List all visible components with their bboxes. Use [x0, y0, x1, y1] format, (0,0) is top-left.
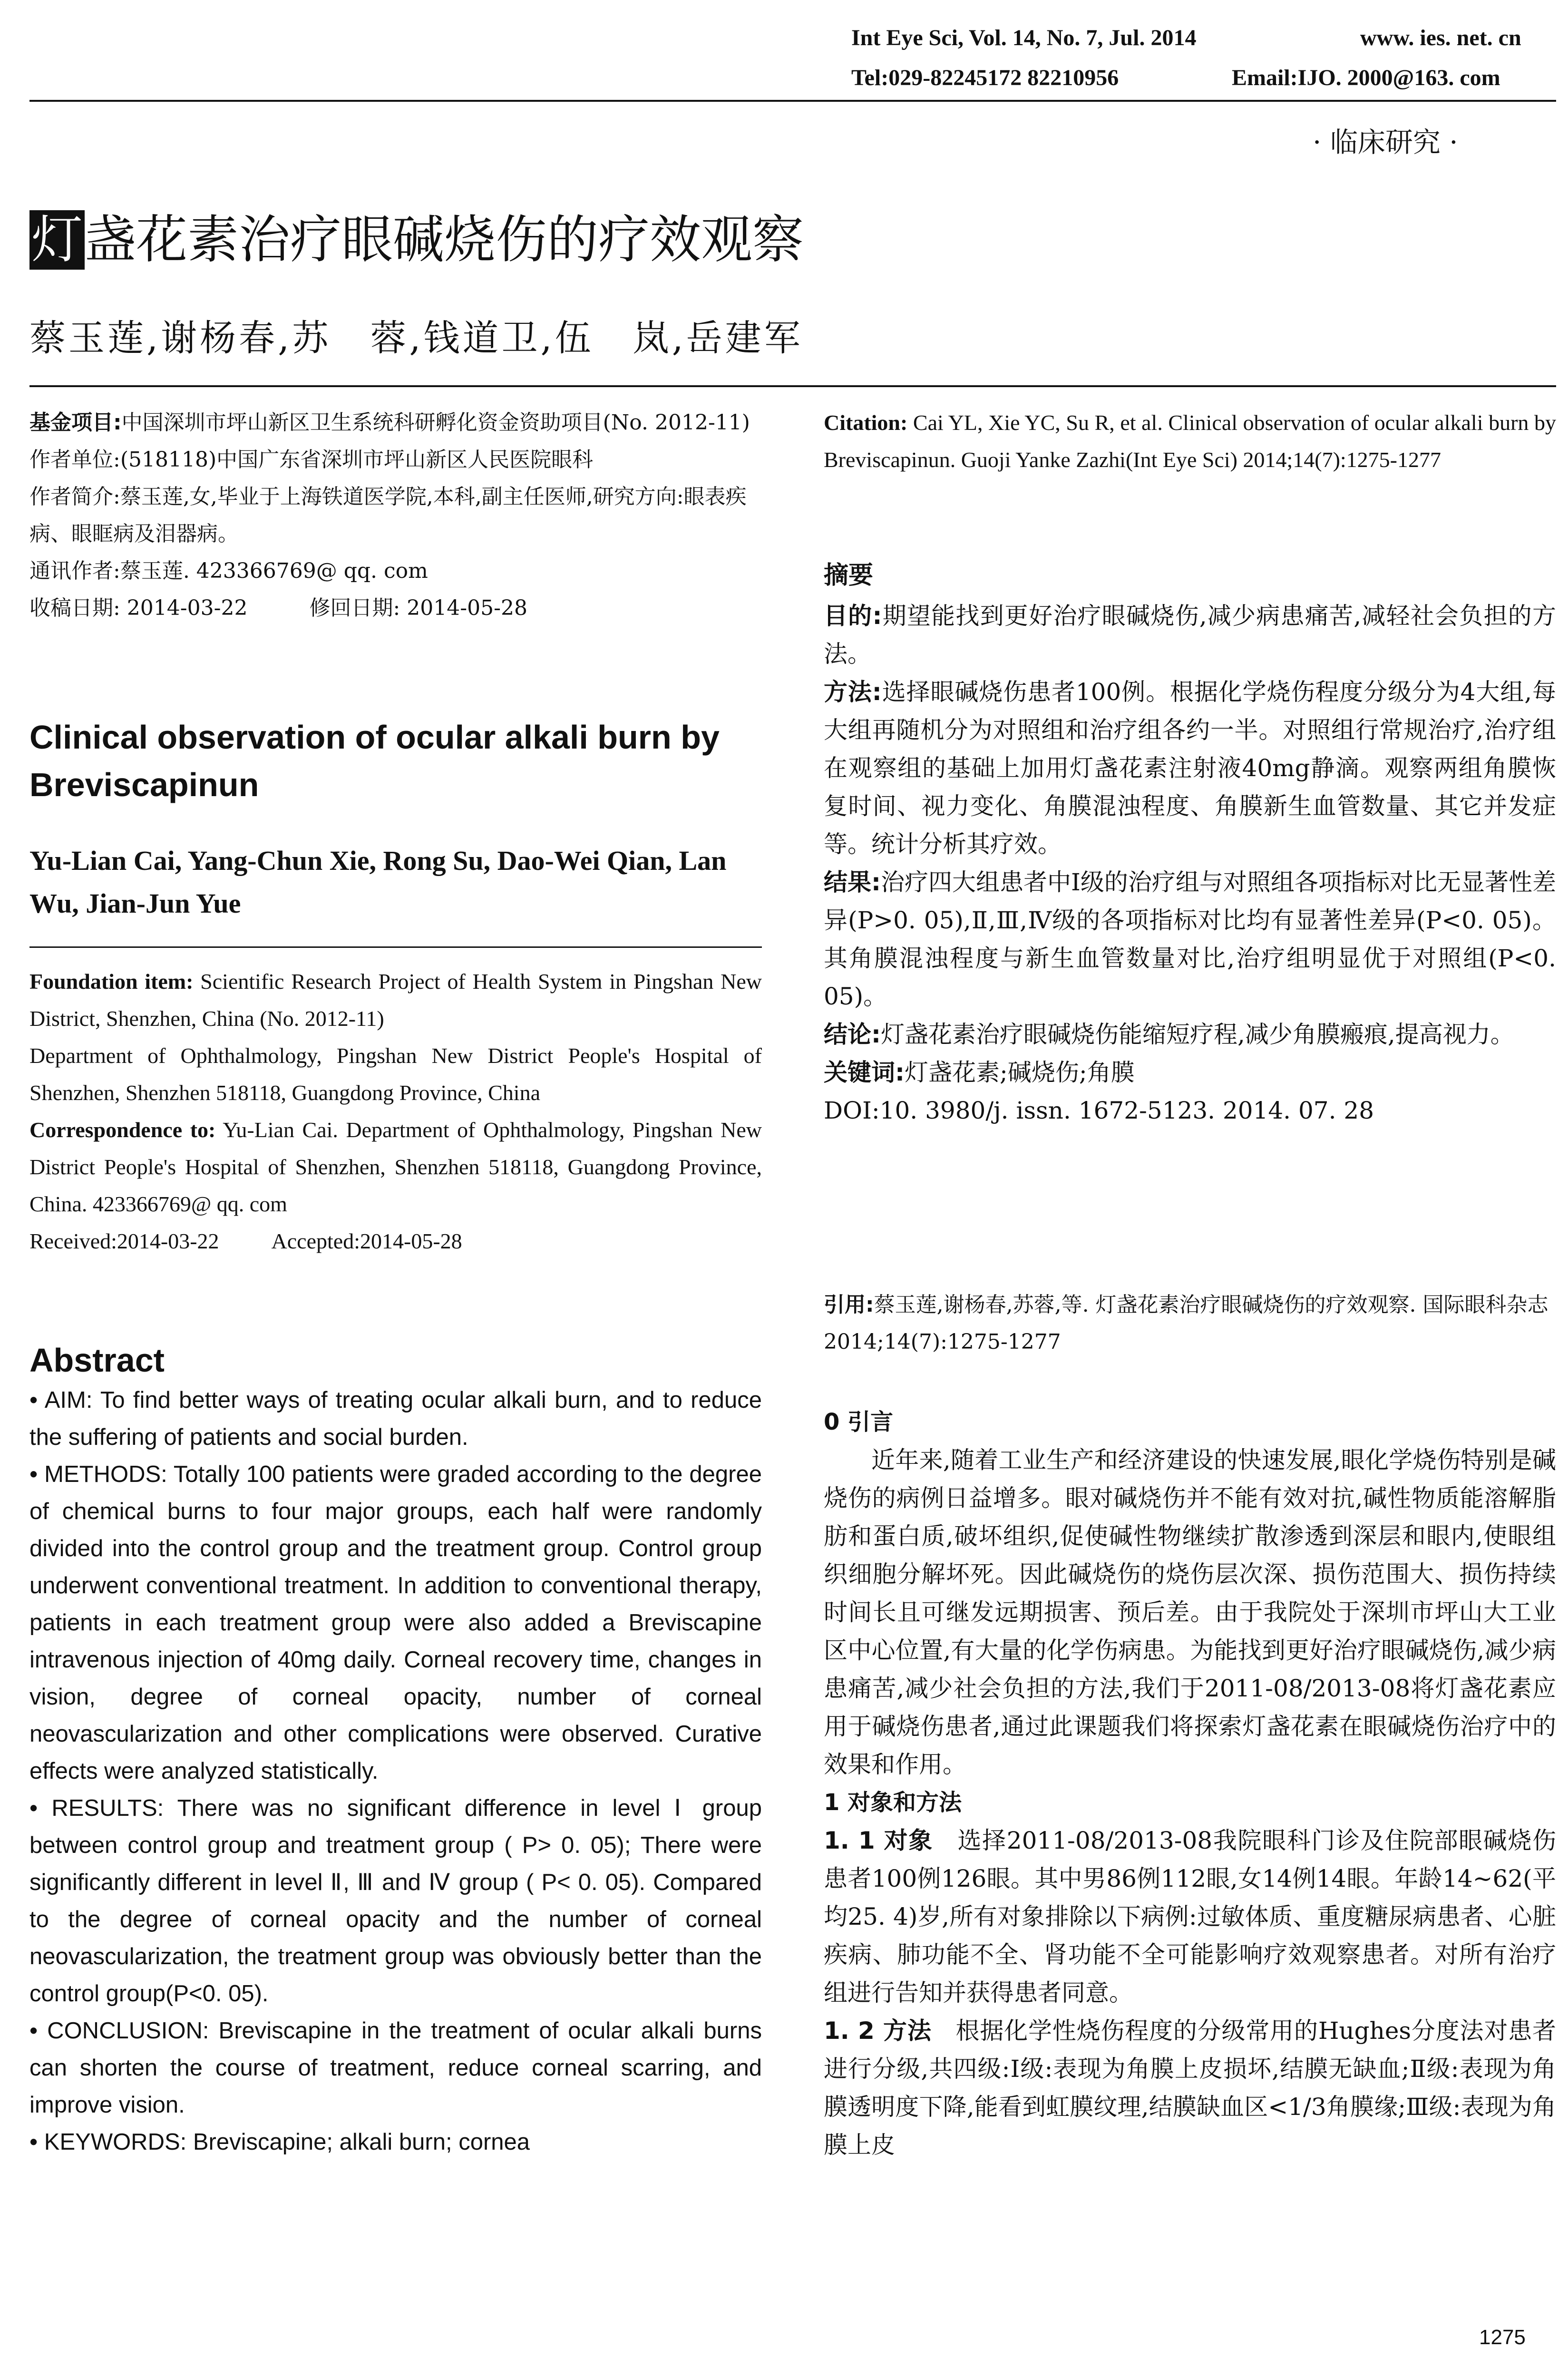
- intro-heading: 0 引言: [824, 1409, 894, 1435]
- authors-en-rule: [29, 946, 762, 948]
- abstract-en-heading: Abstract: [29, 1342, 165, 1379]
- body-text: [824, 1441, 1556, 2164]
- abstract-cn-heading: 摘要: [824, 561, 874, 590]
- abstract-en-results: • RESULTS: There was no significant difference in level Ⅰ group between control group and treatment group ( P> 0. 05); There were significantly different in level Ⅱ, Ⅲ and Ⅳ group ( P< 0. 05). Compared to the degree of corneal opacity and the number of corneal neovascularization, the treatment group was obviously better than the control group(P<0. 05).: [29, 1795, 762, 2007]
- abstract-en-keywords: • KEYWORDS: Breviscapine; alkali burn; cornea: [29, 2129, 530, 2155]
- title-rule: [29, 385, 1556, 387]
- foundation-line: Foundation item: Scientific Research Project of Health System in Pingshan New District, Shenzhen, China (No. 2012-11): [29, 969, 762, 1031]
- dates-line: 收稿日期: 2014-03-22 修回日期: 2014-05-28: [29, 596, 527, 620]
- abstract-en-methods: • METHODS: Totally 100 patients were graded according to the degree of chemical burns to four major groups, each half were randomly divided into the control group and the treatment group. Control group underwent conventional treatment. In addition to conventional therapy, patients in each treatment group were also added a Breviscapine intravenous injection of 40mg daily. Corneal recovery time, changes in vision, degree of corneal opacity, number of corneal neovascularization and other complications were observed. Curative effects were analyzed statistically.: [29, 1461, 762, 1784]
- journal-website: www. ies. net. cn: [1360, 25, 1521, 50]
- corr-line: 通讯作者:蔡玉莲. 423366769@ qq. com: [29, 559, 428, 583]
- title-text: 盏花素治疗眼碱烧伤的疗效观察: [85, 210, 804, 270]
- journal-tel: Tel:029-82245172 82210956: [851, 65, 1119, 90]
- citation-cn: [824, 1286, 1556, 1361]
- abstract-cn-aim: 目的:期望能找到更好治疗眼碱烧伤,减少病患痛苦,减轻社会负担的方法。: [824, 602, 1556, 668]
- citation-en: [824, 404, 1556, 478]
- journal-info: Int Eye Sci, Vol. 14, No. 7, Jul. 2014: [851, 25, 1197, 50]
- abstract-en-aim: • AIM: To find better ways of treating ocular alkali burn, and to reduce the suffering of patients and social burden.: [29, 1387, 762, 1450]
- correspondence-line: Correspondence to: Yu-Lian Cai. Department of Ophthalmology, Pingshan New District People's Hospital of Shenzhen, Shenzhen 518118, Guangdong Province, China. 423366769@ qq. com: [29, 1118, 762, 1216]
- methods-heading: 1 对象和方法: [824, 1789, 962, 1816]
- header-rule: [29, 100, 1556, 102]
- journal-email: Email:IJO. 2000@163. com: [1232, 65, 1500, 90]
- bio-line: 作者简介:蔡玉莲,女,毕业于上海铁道医学院,本科,副主任医师,研究方向:眼表疾病、眼眶病及泪器病。: [29, 485, 747, 546]
- citation-label: Citation:: [824, 410, 908, 435]
- abstract-cn-methods: 方法:选择眼碱烧伤患者100例。根据化学烧伤程度分级分为4大组,每大组再随机分为对照组和治疗组各约一半。对照组行常规治疗,治疗组在观察组的基础上加用灯盏花素注射液40mg静滴。观察两组角膜恢复时间、视力变化、角膜混浊程度、角膜新生血管数量、其它并发症等。统计分析其疗效。: [824, 678, 1557, 858]
- unit-line: 作者单位:(518118)中国广东省深圳市坪山新区人民医院眼科: [29, 448, 594, 472]
- abstract-cn-results: 结果:治疗四大组患者中Ⅰ级的治疗组与对照组各项指标对比无显著性差异(P>0. 05),Ⅱ,Ⅲ,Ⅳ级的各项指标对比均有显著性差异(P<0. 05)。其角膜混浊程度与新生血管数量对比,治疗组明显优于对照组(P<0. 05)。: [824, 868, 1556, 1010]
- title-drop-char: 灯: [29, 210, 85, 270]
- meta-en: [29, 963, 762, 1260]
- abstract-en: [29, 1382, 762, 2161]
- intro-paragraph: 近年来,随着工业生产和经济建设的快速发展,眼化学烧伤特别是碱烧伤的病例日益增多。眼对碱烧伤并不能有效对抗,碱性物质能溶解脂肪和蛋白质,破坏组织,促使碱性物继续扩散渗透到深层和眼内,使眼组织细胞分解坏死。因此碱烧伤的烧伤层次深、损伤范围大、损伤持续时间长且可继发远期损害、预后差。由于我院处于深圳市坪山大工业区中心位置,有大量的化学伤病患。为能找到更好治疗眼碱烧伤,减少病患痛苦,减少社会负担的方法,我们于2011-08/2013-08将灯盏花素应用于碱烧伤患者,通过此课题我们将探索灯盏花素在眼碱烧伤治疗中的效果和作用。: [824, 1446, 1556, 1778]
- abstract-cn-doi: DOI:10. 3980/j. issn. 1672-5123. 2014. 07. 28: [824, 1097, 1374, 1124]
- abstract-en-conclusion: • CONCLUSION: Breviscapine in the treatment of ocular alkali burns can shorten the course of treatment, reduce corneal scarring, and improve vision.: [29, 2018, 762, 2118]
- citation-cn-label: 引用:: [824, 1293, 874, 1317]
- abstract-cn-conclusion: 结论:灯盏花素治疗眼碱烧伤能缩短疗程,减少角膜瘢痕,提高视力。: [824, 1021, 1514, 1048]
- department-line: Department of Ophthalmology, Pingshan New District People's Hospital of Shenzhen, Shenzhen 518118, Guangdong Province, China: [29, 1043, 762, 1105]
- title-en: Clinical observation of ocular alkali burn by Breviscapinun: [29, 719, 720, 803]
- section-label: · 临床研究 ·: [1313, 126, 1458, 158]
- received-accepted-line: Received:2014-03-22 Accepted:2014-05-28: [29, 1229, 462, 1253]
- authors-en: Yu-Lian Cai, Yang-Chun Xie, Rong Su, Dao-Wei Qian, Lan Wu, Jian-Jun Yue: [29, 845, 727, 919]
- page-number: 1275: [1479, 2326, 1526, 2349]
- citation-text: Cai YL, Xie YC, Su R, et al. Clinical observation of ocular alkali burn by Breviscapinun. Guoji Yanke Zazhi(Int Eye Sci) 2014;14(7):1275-1277: [824, 410, 1556, 472]
- citation-cn-text: 蔡玉莲,谢杨春,苏蓉,等. 灯盏花素治疗眼碱烧伤的疗效观察. 国际眼科杂志 2014;14(7):1275-1277: [824, 1293, 1549, 1354]
- abstract-cn-keywords: 关键词:灯盏花素;碱烧伤;角膜: [824, 1059, 1135, 1086]
- meta-cn: [29, 404, 762, 627]
- method-paragraph: 1. 2 方法 根据化学性烧伤程度的分级常用的Hughes分度法对患者进行分级,共四级:Ⅰ级:表现为角膜上皮损坏,结膜无缺血;Ⅱ级:表现为角膜透明度下降,能看到虹膜纹理,结膜缺血区<1/3角膜缘;Ⅲ级:表现为角膜上皮: [824, 2017, 1557, 2159]
- abstract-cn: [824, 597, 1556, 1130]
- fund-line: 基金项目:中国深圳市坪山新区卫生系统科研孵化资金资助项目(No. 2012-11): [29, 410, 750, 435]
- subjects-paragraph: 1. 1 对象 选择2011-08/2013-08我院眼科门诊及住院部眼碱烧伤患者100例126眼。其中男86例112眼,女14例14眼。年龄14~62(平均25. 4)岁,所有对象排除以下病例:过敏体质、重度糖尿病患者、心脏疾病、肺功能不全、肾功能不全可能影响疗效观察患者。对所有治疗组进行告知并获得患者同意。: [824, 1827, 1557, 2007]
- page-title: [29, 209, 804, 271]
- authors-cn: 蔡玉莲,谢杨春,苏 蓉,钱道卫,伍 岚,岳建军: [29, 317, 803, 359]
